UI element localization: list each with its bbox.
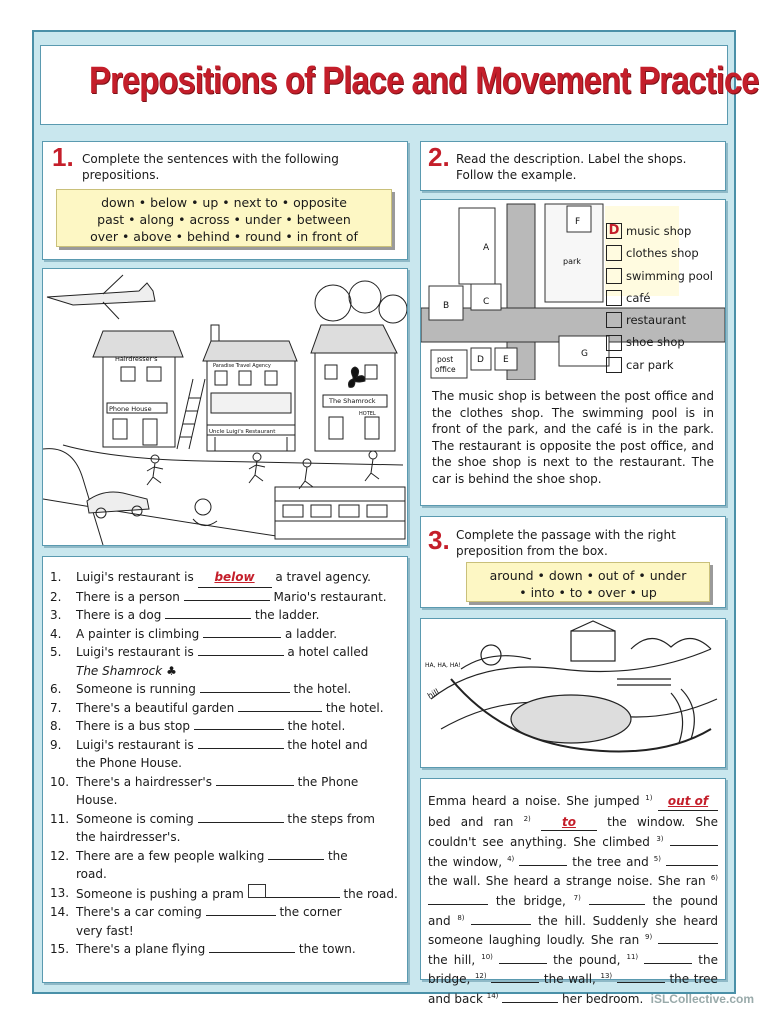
question-text: There's a plane flying: [76, 942, 206, 956]
question-text: the hotel.: [325, 700, 384, 715]
question-text: Luigi's restaurant is: [76, 645, 194, 659]
passage-segment: the hill. Suddenly she heard someone laughing loudly. She ran: [428, 913, 718, 948]
shop-item: [606, 220, 713, 242]
question-text: the hotel.: [287, 719, 346, 733]
map-label-g: G: [581, 349, 588, 359]
question-text: There are a few people walking: [76, 848, 265, 863]
passage-segment: the pound and: [428, 893, 718, 928]
question-number: 10.: [50, 774, 70, 789]
question-text: the: [327, 848, 348, 863]
path-scene-panel: [420, 618, 726, 768]
question-number: 5.: [50, 645, 62, 659]
question-item: [50, 606, 398, 625]
question-item: [50, 699, 398, 718]
question-text: very fast!: [76, 923, 134, 938]
question-text: A painter is climbing: [76, 626, 200, 641]
map-label-a: A: [483, 243, 490, 253]
question-text: the town.: [298, 942, 356, 956]
gap-number: 8): [457, 913, 465, 922]
answer-blank[interactable]: [184, 600, 270, 601]
question-text: the steps from: [287, 811, 375, 826]
gap-5[interactable]: [666, 865, 718, 866]
question-item: [50, 940, 398, 959]
question-number: 7.: [50, 700, 62, 715]
gap-number: 1): [645, 794, 653, 802]
answer-blank[interactable]: [203, 637, 281, 638]
question-text: the ladder.: [255, 608, 320, 622]
shop-item: [606, 287, 713, 309]
answer-blank[interactable]: [209, 952, 295, 953]
shamrock-icon: ♣: [166, 663, 177, 678]
gap-number: 11): [626, 952, 639, 961]
sign-restaurant: Uncle Luigi's Restaurant: [209, 429, 276, 435]
question-text: road.: [76, 867, 107, 881]
sign-travel-agency: Paradise Travel Agency: [213, 363, 271, 369]
question-number: 3.: [50, 608, 62, 622]
map-label-b: B: [443, 301, 450, 311]
answer-blank[interactable]: [194, 729, 284, 730]
map-label-park: park: [563, 257, 581, 266]
passage-segment: the window,: [428, 854, 503, 869]
answer-blank[interactable]: [198, 822, 284, 823]
shop-name: clothes shop: [626, 246, 699, 261]
word-line: past • along • across • under • between: [97, 212, 351, 227]
question-text: the corner: [279, 905, 342, 919]
gap-number: 9): [645, 933, 653, 942]
question-text: the Phone: [297, 774, 359, 789]
map-label-office: office: [435, 365, 456, 374]
gap-number: 7): [573, 893, 581, 902]
scene-label-hill: hill: [426, 687, 441, 701]
title-panel: [40, 45, 759, 125]
gap-9[interactable]: [658, 943, 718, 944]
page-title: Prepositions of Place and Movement Practice: [89, 60, 759, 102]
shop-name: café: [626, 290, 651, 305]
question-text: There is a dog: [76, 608, 162, 622]
question-number: 1.: [50, 570, 62, 584]
question-text: the Phone House.: [76, 756, 182, 770]
question-text: There's a hairdresser's: [76, 774, 212, 789]
shop-name: car park: [626, 357, 674, 372]
question-text: There is a person: [76, 589, 180, 604]
label-box[interactable]: [606, 290, 622, 306]
map-label-d: D: [477, 355, 484, 365]
gap-7[interactable]: [589, 904, 645, 905]
question-text: the hotel.: [293, 682, 352, 696]
passage-segment: the hill,: [428, 952, 476, 967]
answer-blank[interactable]: below: [198, 568, 272, 588]
gap-13[interactable]: [617, 982, 665, 983]
gap-number: 6): [710, 874, 718, 883]
question-text: The Shamrock: [76, 663, 163, 678]
question-text: Someone is pushing a pram: [76, 886, 244, 901]
gap-number: 13): [600, 972, 613, 981]
label-box[interactable]: [606, 312, 622, 328]
answer-blank[interactable]: [266, 897, 340, 898]
question-item: [50, 773, 398, 810]
label-box[interactable]: [606, 245, 622, 261]
label-box[interactable]: [606, 268, 622, 284]
passage-segment: the tree and: [572, 854, 649, 869]
question-text: Mario's restaurant.: [273, 589, 387, 604]
question-item: [50, 847, 398, 884]
sign-hairdresser: Hairdresser's: [115, 355, 158, 363]
passage-text: [428, 790, 718, 1008]
answer-blank[interactable]: [216, 785, 294, 786]
question-text: a hotel called: [287, 645, 369, 659]
question-number: 12.: [50, 848, 70, 863]
question-number: 11.: [50, 811, 70, 826]
passage-segment: the bridge,: [495, 893, 566, 908]
town-scene-panel: [42, 268, 408, 546]
sign-hotel: HOTEL: [359, 411, 376, 417]
word-line: over • above • behind • round • in front of: [90, 229, 358, 244]
passage-segment: the tree and back: [428, 972, 718, 1006]
question-text: Luigi's restaurant is: [76, 570, 194, 584]
section3-number: 3.: [428, 525, 450, 555]
answer-blank[interactable]: [200, 692, 290, 693]
passage-segment: the window. She couldn't see anything. She climbed: [428, 814, 718, 850]
question-number: 8.: [50, 719, 62, 733]
map-label-c: C: [483, 297, 490, 307]
question-text: Luigi's restaurant is: [76, 737, 194, 752]
section2-instruction: Read the description. Label the shops. Follow the example.: [456, 152, 687, 182]
sign-phone-house: Phone House: [109, 405, 152, 413]
gap-6[interactable]: [428, 904, 488, 905]
passage-segment: her bedroom.: [562, 991, 644, 1006]
answer-blank[interactable]: [198, 748, 284, 749]
gap-number: 3): [656, 835, 664, 844]
map-label-e: E: [503, 355, 509, 365]
question-text: Someone is running: [76, 682, 196, 696]
gap-1-answer[interactable]: out of: [658, 793, 718, 811]
gap-3[interactable]: [670, 845, 718, 846]
question-item: [50, 903, 398, 940]
map-label-post: post: [437, 355, 454, 364]
passage-segment: the pound,: [553, 952, 621, 967]
shop-item: [606, 242, 713, 264]
question-item: [50, 588, 398, 607]
question-text: There is a bus stop: [76, 719, 190, 733]
passage-segment: the bridge,: [428, 952, 718, 987]
gap-2-answer[interactable]: to: [541, 814, 597, 832]
answer-blank[interactable]: [165, 618, 251, 619]
gap-number: 10): [481, 952, 493, 961]
question-item: [50, 736, 398, 773]
passage-segment: bed and ran: [428, 814, 514, 829]
answer-blank[interactable]: [238, 711, 322, 712]
question-item: [50, 680, 398, 699]
pram-icon: [248, 884, 266, 898]
answer-blank[interactable]: [198, 655, 284, 656]
question-text: House.: [76, 793, 118, 807]
question-item: [50, 717, 398, 736]
label-box[interactable]: [606, 335, 622, 351]
path-scene-illustration: [421, 619, 725, 767]
section2-number: 2.: [428, 142, 450, 172]
gap-4[interactable]: [519, 865, 567, 866]
gap-11[interactable]: [644, 963, 692, 964]
section1-word-box: [56, 189, 392, 247]
map-label-f: F: [575, 217, 581, 227]
shop-name: music shop: [626, 224, 692, 238]
answer-blank[interactable]: [206, 915, 276, 916]
shop-checklist: [606, 220, 713, 376]
sign-shamrock: The Shamrock: [329, 397, 376, 405]
question-text: the hotel and: [287, 737, 368, 752]
shop-item: [606, 354, 713, 376]
shop-item: [606, 265, 713, 287]
shop-name: swimming pool: [626, 268, 714, 283]
shop-item: [606, 331, 713, 353]
question-text: the road.: [343, 886, 398, 901]
town-scene-illustration: [43, 269, 407, 545]
question-number: 4.: [50, 626, 62, 641]
gap-10[interactable]: [499, 963, 547, 964]
passage-segment: the wall,: [543, 972, 596, 987]
question-number: 6.: [50, 682, 62, 696]
gap-number: 14): [486, 991, 499, 1000]
question-number: 13.: [50, 885, 70, 900]
question-text: There's a beautiful garden: [76, 700, 235, 715]
gap-8[interactable]: [471, 924, 531, 925]
section3-word-box: [466, 562, 710, 602]
question-text: a ladder.: [284, 626, 338, 641]
section1-instruction: Complete the sentences with the following prepositions.: [82, 152, 339, 182]
question-text: the hairdresser's.: [76, 830, 181, 844]
gap-number: 4): [507, 854, 515, 863]
gap-14[interactable]: [502, 1002, 558, 1003]
question-number: 9.: [50, 737, 62, 752]
answer-blank[interactable]: [268, 859, 324, 860]
scene-label-haha: HA, HA, HA!: [425, 662, 461, 669]
word-line: around • down • out of • under: [489, 568, 687, 583]
question-text: a travel agency.: [275, 570, 371, 584]
question-text: There's a car coming: [76, 905, 202, 919]
gap-number: 2): [523, 814, 531, 823]
label-box-filled[interactable]: D: [606, 223, 622, 239]
map-description: The music shop is between the post office and the clothes shop. The swimming pool is in front of the park, and the café is in the park. The restaurant is opposite the post office, and the shoe shop is next to the restaurant. The car is behind the shoe shop.: [432, 389, 714, 486]
passage-segment: Emma heard a noise. She jumped: [428, 794, 640, 808]
question-item: [50, 810, 398, 847]
label-box[interactable]: [606, 357, 622, 373]
section3-instruction: Complete the passage with the right preposition from the box.: [456, 528, 676, 558]
gap-number: 12): [474, 972, 487, 981]
question-item: [50, 625, 398, 644]
question-number: 14.: [50, 905, 70, 919]
question-text: Someone is coming: [76, 811, 194, 826]
question-list: [50, 568, 398, 959]
question-number: 15.: [50, 942, 70, 956]
question-item: [50, 568, 398, 588]
gap-number: 5): [653, 854, 661, 863]
word-line: down • below • up • next to • opposite: [101, 195, 347, 210]
section1-number: 1.: [52, 142, 74, 172]
word-line: • into • to • over • up: [519, 585, 657, 600]
shop-name: shoe shop: [626, 335, 685, 350]
shop-item: [606, 309, 713, 331]
question-number: 2.: [50, 589, 62, 604]
shop-name: restaurant: [626, 313, 686, 328]
watermark: iSLCollective.com: [650, 992, 754, 1006]
passage-segment: the wall. She heard a strange noise. She ran: [428, 874, 706, 889]
question-item: [50, 643, 398, 680]
gap-12[interactable]: [491, 982, 539, 983]
question-item: [50, 884, 398, 904]
